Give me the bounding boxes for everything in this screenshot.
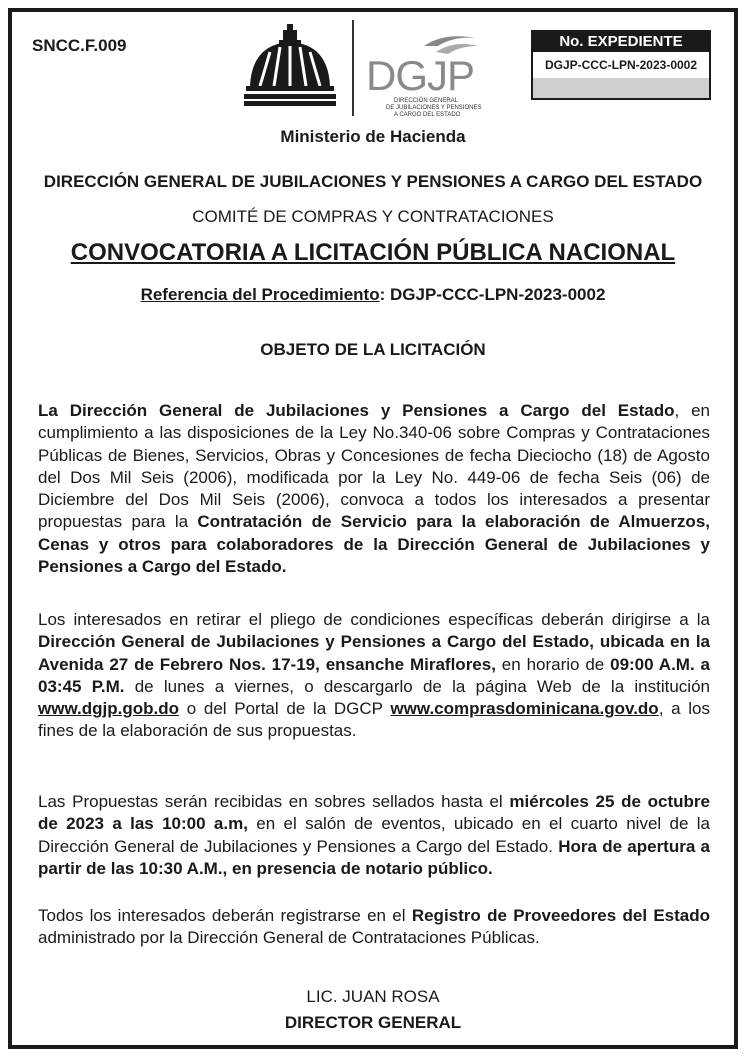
dgjp-link[interactable]: www.dgjp.gob.do [38, 699, 180, 719]
compras-link[interactable]: www.comprasdominicana.gov.do [390, 699, 659, 719]
p3-text-c: en el salón de eventos, ubicado en el cuarto nivel de la Dirección General de Jubilaciones y Pensiones a Cargo del Estado. [38, 814, 710, 856]
dgjp-logo-icon [364, 32, 482, 122]
p1-object: Contratación de Servicio para la elaboración de Almuerzos, Cenas y otros para colaboradores de la Dirección General de Jubilaciones y Pensiones a Cargo del Estado. [38, 512, 710, 577]
logo-subtext-2: DE JUBILACIONES Y PENSIONES [386, 105, 482, 111]
expediente-box [531, 30, 711, 100]
committee-name: COMITÉ DE COMPRAS Y CONTRATACIONES [192, 207, 554, 226]
p3-deadline: miércoles 25 de octubre de 2023 a las 10:00 a.m, [38, 792, 710, 834]
paragraph-4 [38, 905, 710, 950]
p2-text-i: , a los fines de la elaboración de sus propuestas. [38, 699, 710, 741]
page-title: CONVOCATORIA A LICITACIÓN PÚBLICA NACIONAL [70, 239, 676, 266]
p4-text-c: administrado por la Dirección General de Contrataciones Públicas. [38, 928, 540, 948]
reference-value: DGJP-CCC-LPN-2023-0002 [390, 285, 606, 304]
logo-divider [352, 20, 354, 116]
reference-label: Referencia del Procedimiento [140, 285, 380, 304]
expediente-value: DGJP-CCC-LPN-2023-0002 [544, 58, 698, 72]
dgjp-logo-text: DGJP [366, 52, 475, 99]
signatory-position: DIRECTOR GENERAL [284, 1013, 462, 1032]
institution-name: DIRECCIÓN GENERAL DE JUBILACIONES Y PENSIONES A CARGO DEL ESTADO [43, 172, 703, 191]
p2-text-e: de lunes a viernes, o descargarlo de la página Web de la institución [124, 676, 710, 696]
signatory-name: LIC. JUAN ROSA [306, 987, 440, 1006]
reference-line [0, 285, 746, 305]
objeto-heading: OBJETO DE LA LICITACIÓN [260, 340, 486, 359]
paragraph-1 [38, 400, 710, 578]
p2-address: Dirección General de Jubilaciones y Pensiones a Cargo del Estado, ubicada en la Avenida 27 de Febrero Nos. 17-19, ensanche Miraflores, [38, 632, 710, 674]
p2-text-g: o del Portal de la DGCP [179, 699, 391, 719]
p2-hours: 09:00 A.M. a 03:45 P.M. [38, 654, 711, 696]
form-code: SNCC.F.009 [32, 36, 127, 55]
expediente-fill [533, 78, 709, 98]
p3-text-a: Las Propuestas serán recibidas en sobres sellados hasta el [38, 792, 510, 811]
logo-subtext-1: DIRECCIÓN GENERAL [394, 98, 459, 104]
p4-registry: Registro de Proveedores del Estado [411, 906, 710, 925]
p4-text-a: Todos los interesados deberán registrarse en el [38, 906, 412, 925]
reference-sep: : [379, 285, 390, 304]
p2-text-c: en horario de [495, 654, 611, 674]
p1-institution: La Dirección General de Jubilaciones y Pensiones a Cargo del Estado [38, 401, 675, 420]
logo-subtext-3: A CARGO DEL ESTADO [394, 112, 461, 118]
p1-text: , en cumplimiento a las disposiciones de la Ley No.340-06 sobre Compras y Contrataciones Públicas de Bienes, Servicios, Obras y Concesiones de fecha Dieciocho (18) de Agosto del Dos Mil Seis (2006), modificada por la Ley No. 449-06 de fecha Seis (06) de Diciembre del Dos Mil Seis (2006), convoca a todos los interesados a presentar propuestas para la [38, 401, 711, 532]
paragraph-3 [38, 791, 710, 880]
expediente-label: No. EXPEDIENTE [533, 32, 709, 52]
ministerio: Ministerio de Hacienda [280, 127, 466, 146]
p2-text-a: Los interesados en retirar el pliego de condiciones específicas deberán dirigirse a la [38, 610, 710, 629]
paragraph-2 [38, 609, 710, 743]
dome-logo-icon [244, 24, 336, 106]
p3-opening: Hora de apertura a partir de las 10:30 A.M., en presencia de notario público. [38, 836, 710, 878]
